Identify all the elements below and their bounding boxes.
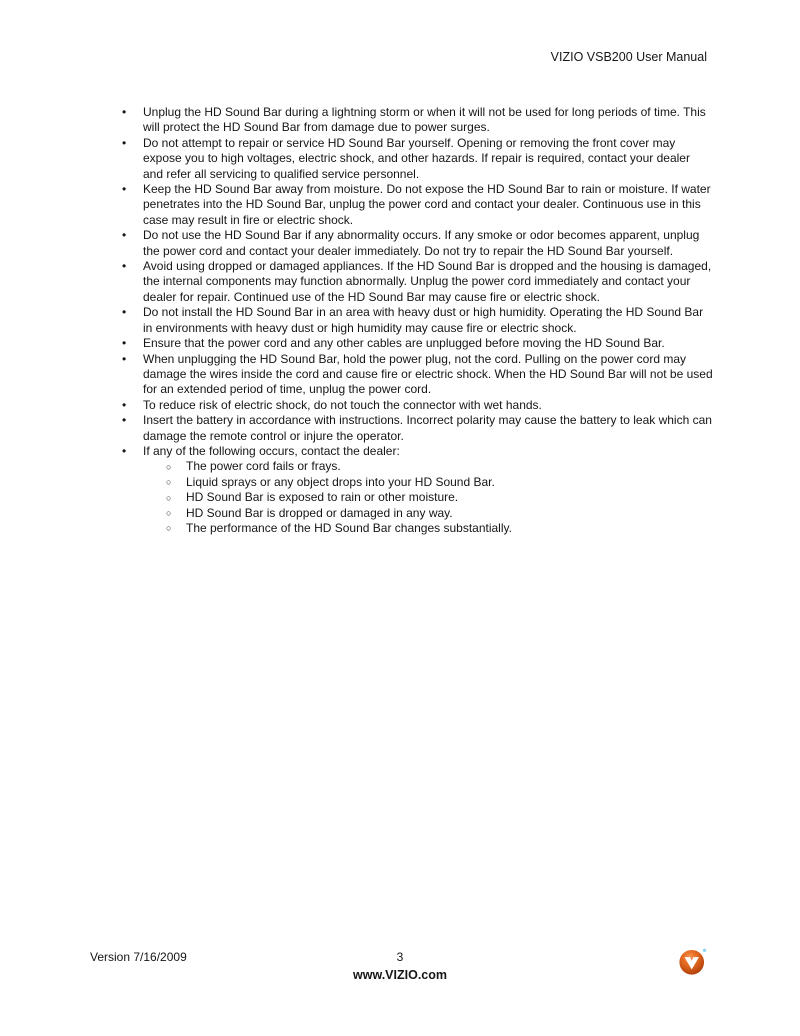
sub-list-item <box>186 459 713 474</box>
list-item <box>143 228 713 259</box>
list-item <box>143 136 713 182</box>
list-item-text: If any of the following occurs, contact the dealer: <box>143 443 400 458</box>
list-item-text: Insert the battery in accordance with instructions. Incorrect polarity may cause the battery to leak which can damage the remote control or injure the operator. <box>143 413 712 443</box>
list-item <box>143 352 713 398</box>
list-item-text: When unplugging the HD Sound Bar, hold the power plug, not the cord. Pulling on the power cord may damage the wires inside the cord and cause fire or electric shock. When the HD Sound Bar will not be used for an extended period of time, unplug the power cord. <box>143 351 713 397</box>
list-item-text: Ensure that the power cord and any other cables are unplugged before moving the HD Sound Bar. <box>143 336 665 351</box>
list-item-text: Do not use the HD Sound Bar if any abnormality occurs. If any smoke or odor becomes apparent, unplug the power cord and contact your dealer immediately. Do not try to repair the HD Sound Bar yourself. <box>143 228 700 258</box>
header-title: VIZIO VSB200 User Manual <box>550 50 707 64</box>
list-item-text: Do not attempt to repair or service HD Sound Bar yourself. Opening or removing the front cover may expose you to high voltages, electric shock, and other hazards. If repair is required, contact your dealer and refer all servicing to qualified service personnel. <box>143 135 690 181</box>
safety-instructions-list <box>120 105 713 536</box>
list-item-text: Do not install the HD Sound Bar in an area with heavy dust or high humidity. Operating the HD Sound Bar in environments with heavy dust or high humidity may cause fire or electric shock. <box>143 305 704 335</box>
list-item <box>143 398 713 413</box>
list-item <box>143 413 713 444</box>
page-number: 3 <box>396 950 404 964</box>
vizio-logo-icon <box>676 944 710 978</box>
sub-list-item <box>186 521 713 536</box>
sub-list-item-text: Liquid sprays or any object drops into your HD Sound Bar. <box>186 474 495 489</box>
sub-list-item <box>186 490 713 505</box>
page-header <box>551 50 707 64</box>
list-item <box>143 336 713 351</box>
list-item-text: To reduce risk of electric shock, do not touch the connector with wet hands. <box>143 397 542 412</box>
sub-list-item-text: The performance of the HD Sound Bar changes substantially. <box>186 520 512 535</box>
list-item <box>143 105 713 136</box>
list-item-text: Keep the HD Sound Bar away from moisture. Do not expose the HD Sound Bar to rain or moisture. If water penetrates into the HD Sound Bar, unplug the power cord and contact your dealer. Continuous use in this case may result in fire or electric shock. <box>143 182 711 227</box>
list-item-text: Unplug the HD Sound Bar during a lightning storm or when it will not be used for long periods of time. This will protect the HD Sound Bar from damage due to power surges. <box>143 105 706 135</box>
sub-list-item <box>186 475 713 490</box>
dealer-conditions-sublist <box>143 459 713 536</box>
footer-website: www.VIZIO.com <box>353 967 447 982</box>
list-item <box>143 259 713 305</box>
list-item <box>143 305 713 336</box>
list-item-text: Avoid using dropped or damaged appliances. If the HD Sound Bar is dropped and the housing is damaged, the internal components may function abnormally. Unplug the power cord immediately and contact your dealer for repair. Continued use of the HD Sound Bar may cause fire or electric shock. <box>143 259 712 304</box>
footer-version: Version 7/16/2009 <box>90 950 187 964</box>
sub-list-item <box>186 506 713 521</box>
footer-center <box>250 950 550 983</box>
sub-list-item-text: HD Sound Bar is exposed to rain or other moisture. <box>186 490 459 505</box>
sub-list-item-text: HD Sound Bar is dropped or damaged in any way. <box>186 505 453 520</box>
list-item <box>143 182 713 228</box>
list-item <box>143 444 713 536</box>
sub-list-item-text: The power cord fails or frays. <box>186 459 341 474</box>
